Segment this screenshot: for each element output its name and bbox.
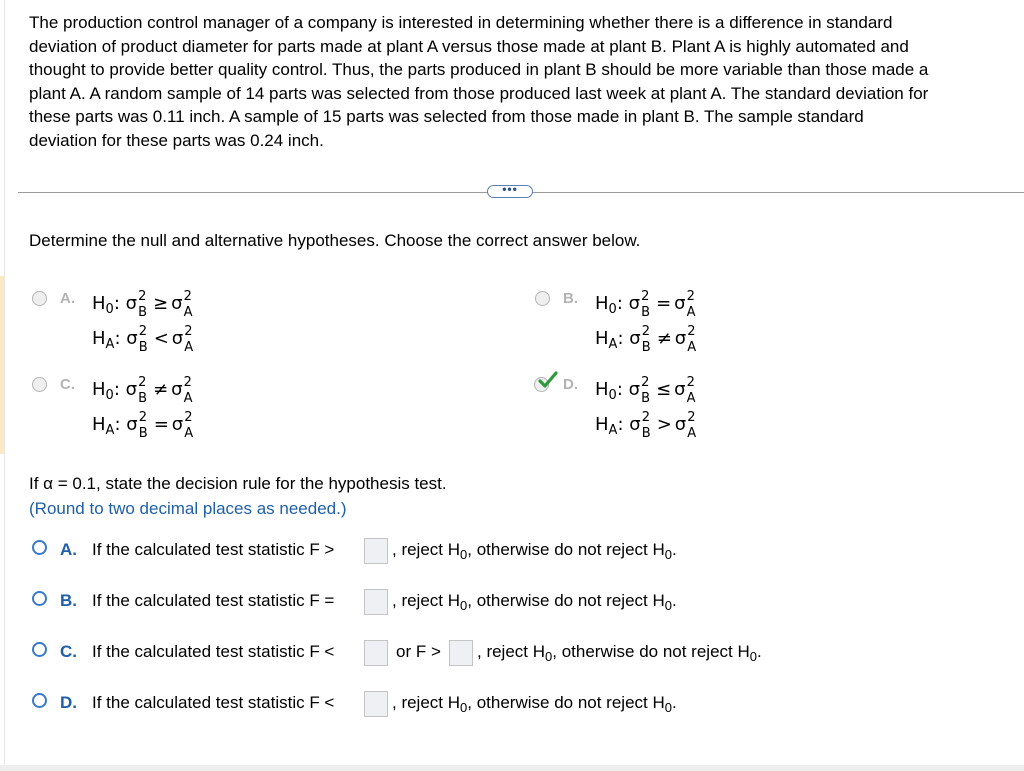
decision-b-answer-input[interactable]	[364, 589, 388, 615]
rounding-note: (Round to two decimal places as needed.)	[29, 499, 347, 518]
decision-a-text: If the calculated test statistic F >	[92, 540, 335, 559]
option-d-letter: D.	[563, 376, 578, 393]
decision-c-answer-input-upper[interactable]	[449, 640, 473, 666]
decision-a-radio[interactable]	[32, 540, 47, 555]
decision-c-tail: , reject $H_0$, otherwise do not reject $H_0$.	[477, 642, 762, 664]
decision-d-tail: , reject $H_0$, otherwise do not reject $H_0$.	[392, 693, 677, 715]
problem-line: these parts was 0.11 inch. A sample of 15 parts was selected from those made in plant B. The sample standard	[29, 107, 864, 126]
problem-line: The production control manager of a company is interested in determining whether there is a difference in standard	[29, 13, 893, 32]
problem-statement	[29, 11, 1024, 152]
bottom-scroll-area	[0, 765, 1024, 771]
problem-line: deviation for these parts was 0.24 inch.	[29, 130, 324, 150]
option-c-letter: C.	[60, 376, 75, 393]
option-b-h0: $H_0$: σ 2 B = σ 2 A	[595, 289, 696, 320]
decision-b-tail: , reject $H_0$, otherwise do not reject $H_0$.	[392, 591, 677, 613]
decision-c-radio[interactable]	[32, 642, 47, 657]
decision-a-answer-input[interactable]	[364, 538, 388, 564]
left-border	[4, 0, 5, 765]
decision-c-letter: C.	[60, 642, 77, 661]
decision-c-answer-input-lower[interactable]	[364, 640, 388, 666]
option-b-radio[interactable]	[535, 291, 550, 306]
problem-line: deviation of product diameter for parts made at plant A versus those made at plant B. Plant A is highly automated and	[29, 36, 909, 56]
decision-c-text: If the calculated test statistic F <	[92, 642, 335, 661]
option-c-ha: $H_A$: σ 2 B = σ 2 A	[92, 410, 194, 441]
problem-line: thought to provide better quality control. Thus, the parts produced in plant B should be more variable than those made a	[29, 60, 929, 79]
option-d-ha: $H_A$: σ 2 B > σ 2 A	[595, 410, 697, 441]
option-a-ha: $H_A$: σ 2 B < σ 2 A	[92, 324, 194, 355]
decision-b-radio[interactable]	[32, 591, 47, 606]
decision-a-letter: A.	[60, 540, 77, 559]
decision-b-text: If the calculated test statistic F =	[92, 591, 335, 610]
decision-b-letter: B.	[60, 591, 77, 610]
decision-d-letter: D.	[60, 693, 77, 712]
problem-line: plant A. A random sample of 14 parts was selected from those produced last week at plant A. The standard deviation for	[29, 83, 929, 103]
option-a-radio[interactable]	[32, 291, 47, 306]
more-button[interactable]: •••	[487, 185, 533, 198]
option-b-letter: B.	[563, 290, 578, 307]
question1-prompt: Determine the null and alternative hypotheses. Choose the correct answer below.	[29, 231, 641, 250]
option-c-h0: $H_0$: σ 2 B ≠ σ 2 A	[92, 375, 193, 406]
correct-check-icon	[538, 371, 558, 389]
decision-c-mid: or F >	[396, 642, 441, 661]
decision-a-tail: , reject $H_0$, otherwise do not reject $H_0$.	[392, 540, 677, 562]
decision-d-text: If the calculated test statistic F <	[92, 693, 335, 712]
option-c-radio[interactable]	[32, 377, 47, 392]
option-b-ha: $H_A$: σ 2 B ≠ σ 2 A	[595, 324, 697, 355]
decision-d-radio[interactable]	[32, 693, 47, 708]
decision-d-answer-input[interactable]	[364, 691, 388, 717]
option-a-h0: $H_0$: σ 2 B ≥ σ 2 A	[92, 289, 193, 320]
question-marker	[0, 276, 4, 454]
option-a-letter: A.	[60, 290, 75, 307]
option-d-h0: $H_0$: σ 2 B ≤ σ 2 A	[595, 375, 696, 406]
question2-prompt: If α = 0.1, state the decision rule for the hypothesis test.	[29, 474, 447, 493]
